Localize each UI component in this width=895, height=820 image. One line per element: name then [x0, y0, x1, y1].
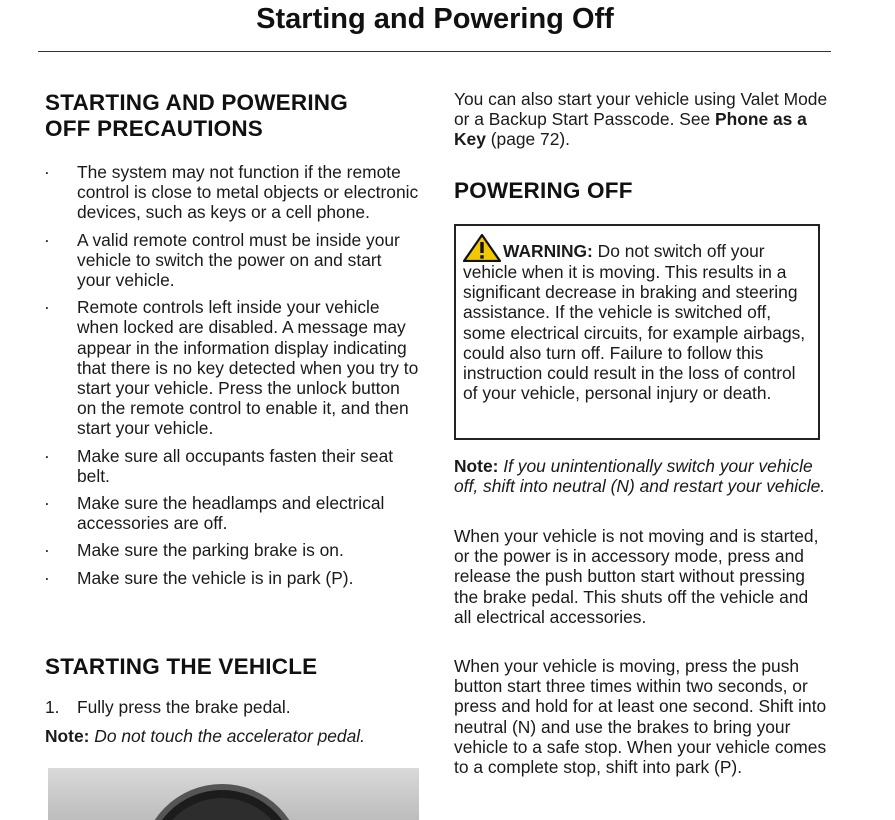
- list-item: [45, 493, 420, 533]
- list-item: [45, 446, 420, 486]
- push-button-knob: [147, 790, 297, 820]
- note-text: If you unintentionally switch your vehicle off, shift into neutral (N) and restart your vehicle.: [454, 456, 826, 497]
- precautions-heading: [45, 90, 348, 142]
- bullet-text: The system may not function if the remote control is close to metal objects or electronic devices, such as keys or a cell phone.: [77, 162, 419, 223]
- list-item: [45, 297, 420, 438]
- list-item: [45, 540, 420, 560]
- list-item: [45, 230, 420, 291]
- paragraph-not-moving: When your vehicle is not moving and is started, or the power is in accessory mode, press and release the push button start without pressing the brake pedal. This shuts off the vehicle and all electrical accessories.: [454, 526, 819, 627]
- list-item: [45, 162, 420, 223]
- note-right: [454, 456, 829, 496]
- push-button-start-image: [48, 768, 419, 820]
- list-item: [45, 568, 420, 588]
- step-number: 1.: [45, 697, 60, 717]
- precautions-heading-line2: OFF PRECAUTIONS: [45, 116, 264, 141]
- powering-off-heading: POWERING OFF: [454, 178, 633, 203]
- bullet-text: Make sure the parking brake is on.: [77, 540, 344, 561]
- note-label: Note:: [45, 726, 90, 746]
- bullet-dot: ·: [44, 567, 50, 588]
- bullet-dot: ·: [44, 297, 50, 318]
- precautions-list: [45, 162, 420, 595]
- step-text: Fully press the brake pedal.: [77, 697, 291, 717]
- intro-page-ref: (page 72).: [485, 129, 571, 150]
- title-divider: [38, 51, 831, 52]
- bullet-text: Make sure all occupants fasten their seat belt.: [77, 445, 394, 486]
- bullet-text: Make sure the headlamps and electrical accessories are off.: [77, 493, 385, 534]
- bullet-dot: ·: [44, 540, 50, 561]
- precautions-heading-line1: STARTING AND POWERING: [45, 90, 348, 115]
- warning-text: Do not switch off your vehicle when it is moving. This results in a significant decrease in braking and steering assistance. If the vehicle is switched off, some electrical circuits, for example airbags, could also turn off. Failure to follow this instruction could result in the loss of control of your vehicle, personal injury or death.: [463, 241, 806, 404]
- page-title: Starting and Powering Off: [256, 3, 614, 35]
- warning-triangle-icon: [463, 234, 501, 262]
- bullet-dot: ·: [44, 229, 50, 250]
- bullet-dot: ·: [44, 445, 50, 466]
- note-label: Note:: [454, 456, 499, 476]
- bullet-dot: ·: [44, 493, 50, 514]
- bullet-text: Make sure the vehicle is in park (P).: [77, 567, 354, 588]
- warning-label: WARNING:: [503, 241, 593, 261]
- intro-paragraph: [454, 89, 829, 150]
- bullet-text: Remote controls left inside your vehicle when locked are disabled. A message may appear in the information display indicating that there is no key detected when you try to start your vehicle. Press the unlock button on the remote control to enable it, and then start your vehicle.: [77, 297, 419, 439]
- bullet-dot: ·: [44, 162, 50, 182]
- intro-text: You can also start your vehicle using Valet Mode or a Backup Start Passcode. See: [454, 89, 828, 130]
- starting-vehicle-heading: STARTING THE VEHICLE: [45, 654, 318, 679]
- paragraph-moving: When your vehicle is moving, press the push button start three times within two seconds, or press and hold for at least one second. Shift into neutral (N) and use the brakes to bring your vehicle to a safe stop. When your vehicle comes to a complete stop, shift into park (P).: [454, 656, 827, 778]
- step-1: [45, 697, 420, 717]
- phone-as-key-reference[interactable]: Phone as a Key: [454, 109, 807, 150]
- note-left: [45, 726, 420, 746]
- note-text: Do not touch the accelerator pedal.: [94, 726, 365, 746]
- bullet-text: A valid remote control must be inside your vehicle to switch the power on and start your vehicle.: [77, 229, 400, 291]
- warning-box: [454, 224, 820, 440]
